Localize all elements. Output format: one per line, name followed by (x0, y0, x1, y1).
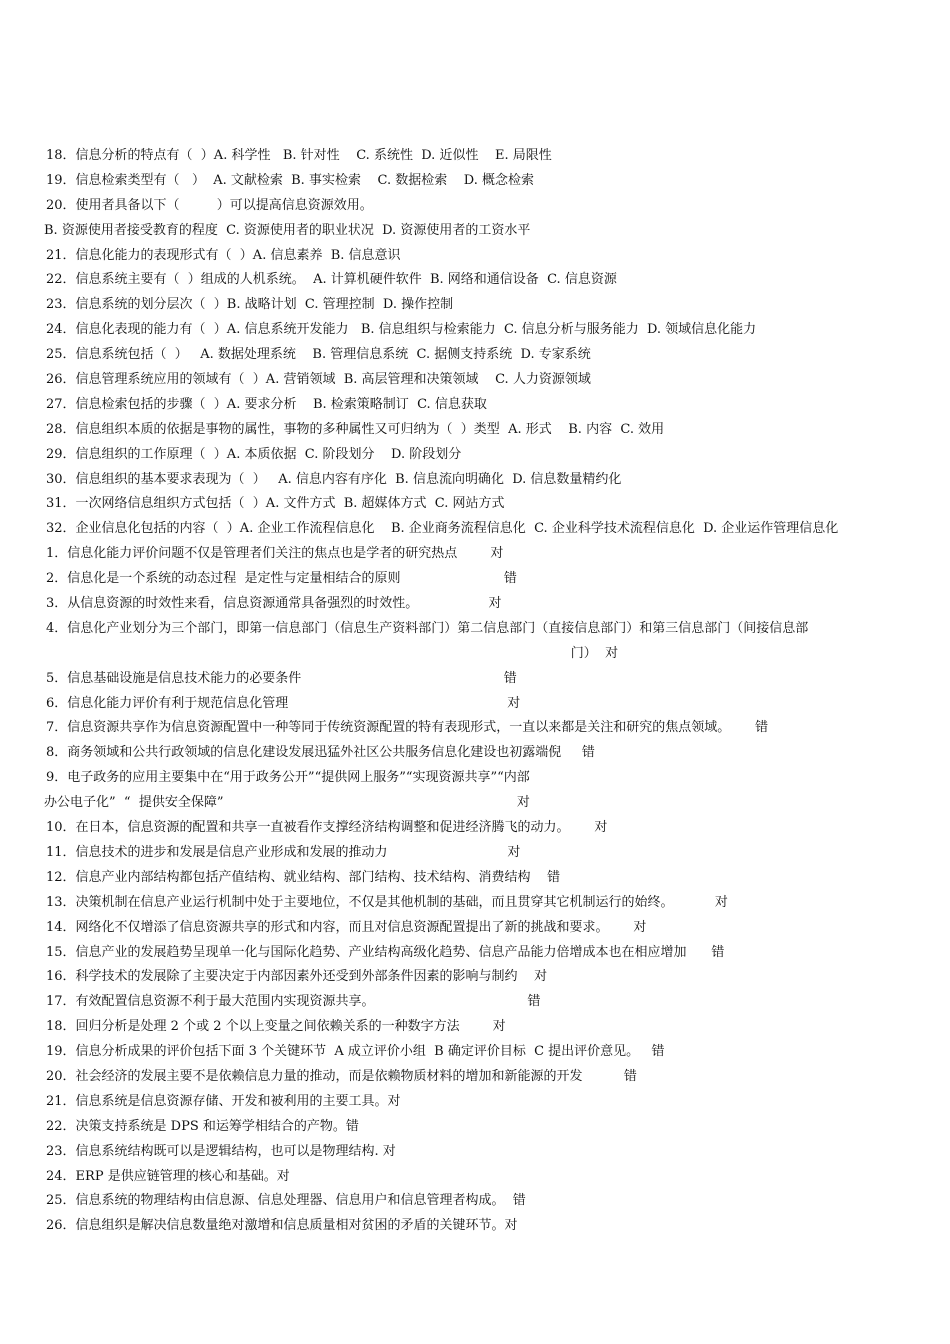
question-line: 24．信息化表现的能力有（ ）A. 信息系统开发能力 B. 信息组织与检索能力 C. 信息分析与服务能力 D. 领域信息化能力 (46, 322, 757, 338)
judgment-line: 4．信息化产业划分为三个部门，即第一信息部门（信息生产资料部门）第二信息部门（直接信息部门）和第三信息部门（间接信息部 (46, 620, 809, 636)
judgment-line: 18．回归分析是处理 2 个或 2 个以上变量之间依赖关系的一种数字方法 对 (46, 1019, 506, 1035)
question-line: 23．信息系统的划分层次（ ）B. 战略计划 C. 管理控制 D. 操作控制 (46, 297, 454, 313)
document-page (46, 144, 912, 1239)
question-line: 29．信息组织的工作原理（ ）A. 本质依据 C. 阶段划分 D. 阶段划分 (46, 446, 462, 462)
judgment-line: 2．信息化是一个系统的动态过程 是定性与定量相结合的原则 错 (46, 571, 517, 587)
judgment-line: 5．信息基础设施是信息技术能力的必要条件 错 (46, 670, 517, 686)
judgment-line: 25．信息系统的物理结构由信息源、信息处理器、信息用户和信息管理者构成。 错 (46, 1193, 526, 1209)
judgment-line: 13．决策机制在信息产业运行机制中处于主要地位，不仅是其他机制的基础，而且贯穿其它机制运行的始终。 对 (46, 894, 728, 910)
judgment-line: 19．信息分析成果的评价包括下面 3 个关键环节 A 成立评价小组 B 确定评价目标 C 提出评价意见。 错 (46, 1044, 665, 1060)
judgment-line: 门） 对 (46, 645, 619, 661)
judgment-line: 24．ERP 是供应链管理的核心和基础。对 (46, 1168, 290, 1184)
judgment-line: 20．社会经济的发展主要不是依赖信息力量的推动，而是依赖物质材料的增加和新能源的开发 错 (46, 1068, 637, 1084)
question-line: 26．信息管理系统应用的领域有（ ）A. 营销领域 B. 高层管理和决策领域 C. 人力资源领域 (46, 372, 591, 388)
question-line: 28．信息组织本质的依据是事物的属性，事物的多种属性又可归纳为（ ）类型 A. 形式 B. 内容 C. 效用 (46, 421, 665, 437)
question-line: 27．信息检索包括的步骤（ ）A. 要求分析 B. 检索策略制订 C. 信息获取 (46, 396, 487, 412)
question-line: 19．信息检索类型有（ ） A. 文献检索 B. 事实检索 C. 数据检索 D. 概念检索 (46, 172, 534, 188)
judgment-line: 9．电子政务的应用主要集中在“用于政务公开”“提供网上服务”“实现资源共享”“内部 (46, 770, 530, 786)
judgment-line: 17．有效配置信息资源不利于最大范围内实现资源共享。 错 (46, 994, 541, 1010)
judgment-line: 21．信息系统是信息资源存储、开发和被利用的主要工具。对 (46, 1093, 401, 1109)
question-line: 30．信息组织的基本要求表现为（ ） A. 信息内容有序化 B. 信息流向明确化 D. 信息数量精约化 (46, 471, 622, 487)
judgment-line: 15．信息产业的发展趋势呈现单一化与国际化趋势、产业结构高级化趋势、信息产品能力倍增成本也在相应增加 错 (46, 944, 725, 960)
judgment-line: 3．从信息资源的时效性来看，信息资源通常具备强烈的时效性。 对 (46, 596, 502, 612)
question-line: 25．信息系统包括（ ） A. 数据处理系统 B. 管理信息系统 C. 据侧支持系统 D. 专家系统 (46, 347, 591, 363)
question-line: 22．信息系统主要有（ ）组成的人机系统。 A. 计算机硬件软件 B. 网络和通信设备 C. 信息资源 (46, 272, 617, 288)
question-line: 32．企业信息化包括的内容（ ）A. 企业工作流程信息化 B. 企业商务流程信息化 C. 企业科学技术流程信息化 D. 企业运作管理信息化 (46, 521, 839, 537)
judgment-line: 11．信息技术的进步和发展是信息产业形成和发展的推动力 对 (46, 844, 521, 860)
judgment-line: 7．信息资源共享作为信息资源配置中一种等同于传统资源配置的特有表现形式，一直以来都是关注和研究的焦点领域。 错 (46, 720, 769, 736)
choice-questions (46, 144, 912, 542)
judgment-line: 10．在日本，信息资源的配置和共享一直被看作支撑经济结构调整和促进经济腾飞的动力。 对 (46, 820, 608, 836)
judgment-line: 14．网络化不仅增添了信息资源共享的形式和内容，而且对信息资源配置提出了新的挑战和要求。 对 (46, 919, 647, 935)
judgment-questions (46, 542, 912, 1239)
judgment-line: 12．信息产业内部结构都包括产值结构、就业结构、部门结构、技术结构、消费结构 错 (46, 869, 561, 885)
question-line: 18．信息分析的特点有（ ）A. 科学性 B. 针对性 C. 系统性 D. 近似性 E. 局限性 (46, 148, 552, 163)
judgment-line: 1．信息化能力评价问题不仅是管理者们关注的焦点也是学者的研究热点 对 (46, 546, 504, 562)
question-line: 21．信息化能力的表现形式有（ ）A. 信息素养 B. 信息意识 (46, 247, 401, 263)
judgment-line: 办公电子化” “ 提供安全保障” 对 (44, 795, 530, 811)
question-line: 31．一次网络信息组织方式包括（ ）A. 文件方式 B. 超媒体方式 C. 网站方式 (46, 496, 505, 512)
judgment-line: 26．信息组织是解决信息数量绝对激增和信息质量相对贫困的矛盾的关键环节。对 (46, 1218, 518, 1234)
question-line: B. 资源使用者接受教育的程度 C. 资源使用者的职业状况 D. 资源使用者的工资水平 (44, 222, 531, 238)
judgment-line: 6．信息化能力评价有利于规范信息化管理 对 (46, 695, 521, 711)
judgment-line: 8．商务领域和公共行政领域的信息化建设发展迅猛外社区公共服务信息化建设也初露端倪 错 (46, 745, 595, 761)
judgment-line: 16．科学技术的发展除了主要决定于内部因素外还受到外部条件因素的影响与制约 对 (46, 969, 548, 985)
question-line: 20．使用者具备以下（ ）可以提高信息资源效用。 (46, 197, 373, 213)
judgment-line: 23．信息系统结构既可以是逻辑结构，也可以是物理结构. 对 (46, 1143, 396, 1159)
judgment-line: 22．决策支持系统是 DPS 和运筹学相结合的产物。错 (46, 1118, 359, 1134)
